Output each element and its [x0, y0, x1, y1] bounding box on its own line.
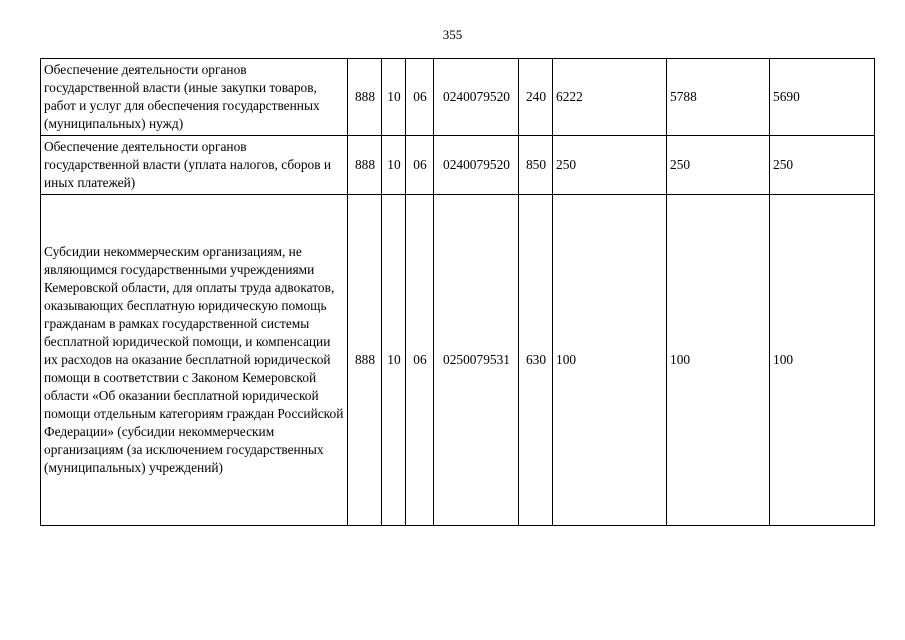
expense-type-code: 850 — [519, 136, 553, 195]
table-row — [41, 59, 875, 136]
page-number: 355 — [442, 27, 463, 42]
table-row — [41, 195, 875, 526]
row-description: Субсидии некоммерческим организациям, не являющимся государственными учреждениями Кемеровской области, для оплаты труда адвокатов, оказывающих бесплатную юридическую помощь гражданам в рамках государственной системы бесплатной юридической помощи, и компенсации их расходов на оказание бесплатной юридической помощи в соответствии с Законом Кемеровской области «Об оказании бесплатной юридической помощи отдельным категориям граждан Российской Федерации» (субсидии некоммерческим организациям (за исключением государственных (муниципальных) учреждений) — [41, 195, 348, 526]
amount-year-1: 100 — [553, 195, 667, 526]
section-code: 10 — [382, 136, 406, 195]
amount-year-2: 5788 — [667, 59, 770, 136]
row-description: Обеспечение деятельности органов государственной власти (иные закупки товаров, работ и услуг для обеспечения государственных (муниципальных) нужд) — [41, 59, 348, 136]
amount-year-1: 250 — [553, 136, 667, 195]
section-code: 10 — [382, 195, 406, 526]
target-article-code: 0250079531 — [434, 195, 519, 526]
row-description: Обеспечение деятельности органов государственной власти (уплата налогов, сборов и иных платежей) — [41, 136, 348, 195]
budget-table — [40, 58, 875, 526]
expense-type-code: 240 — [519, 59, 553, 136]
subsection-code: 06 — [406, 136, 434, 195]
table-row — [41, 136, 875, 195]
ministry-code: 888 — [348, 195, 382, 526]
target-article-code: 0240079520 — [434, 136, 519, 195]
ministry-code: 888 — [348, 59, 382, 136]
subsection-code: 06 — [406, 59, 434, 136]
subsection-code: 06 — [406, 195, 434, 526]
expense-type-code: 630 — [519, 195, 553, 526]
ministry-code: 888 — [348, 136, 382, 195]
target-article-code: 0240079520 — [434, 59, 519, 136]
section-code: 10 — [382, 59, 406, 136]
amount-year-3: 250 — [770, 136, 875, 195]
amount-year-2: 100 — [667, 195, 770, 526]
amount-year-3: 100 — [770, 195, 875, 526]
amount-year-1: 6222 — [553, 59, 667, 136]
amount-year-2: 250 — [667, 136, 770, 195]
amount-year-3: 5690 — [770, 59, 875, 136]
